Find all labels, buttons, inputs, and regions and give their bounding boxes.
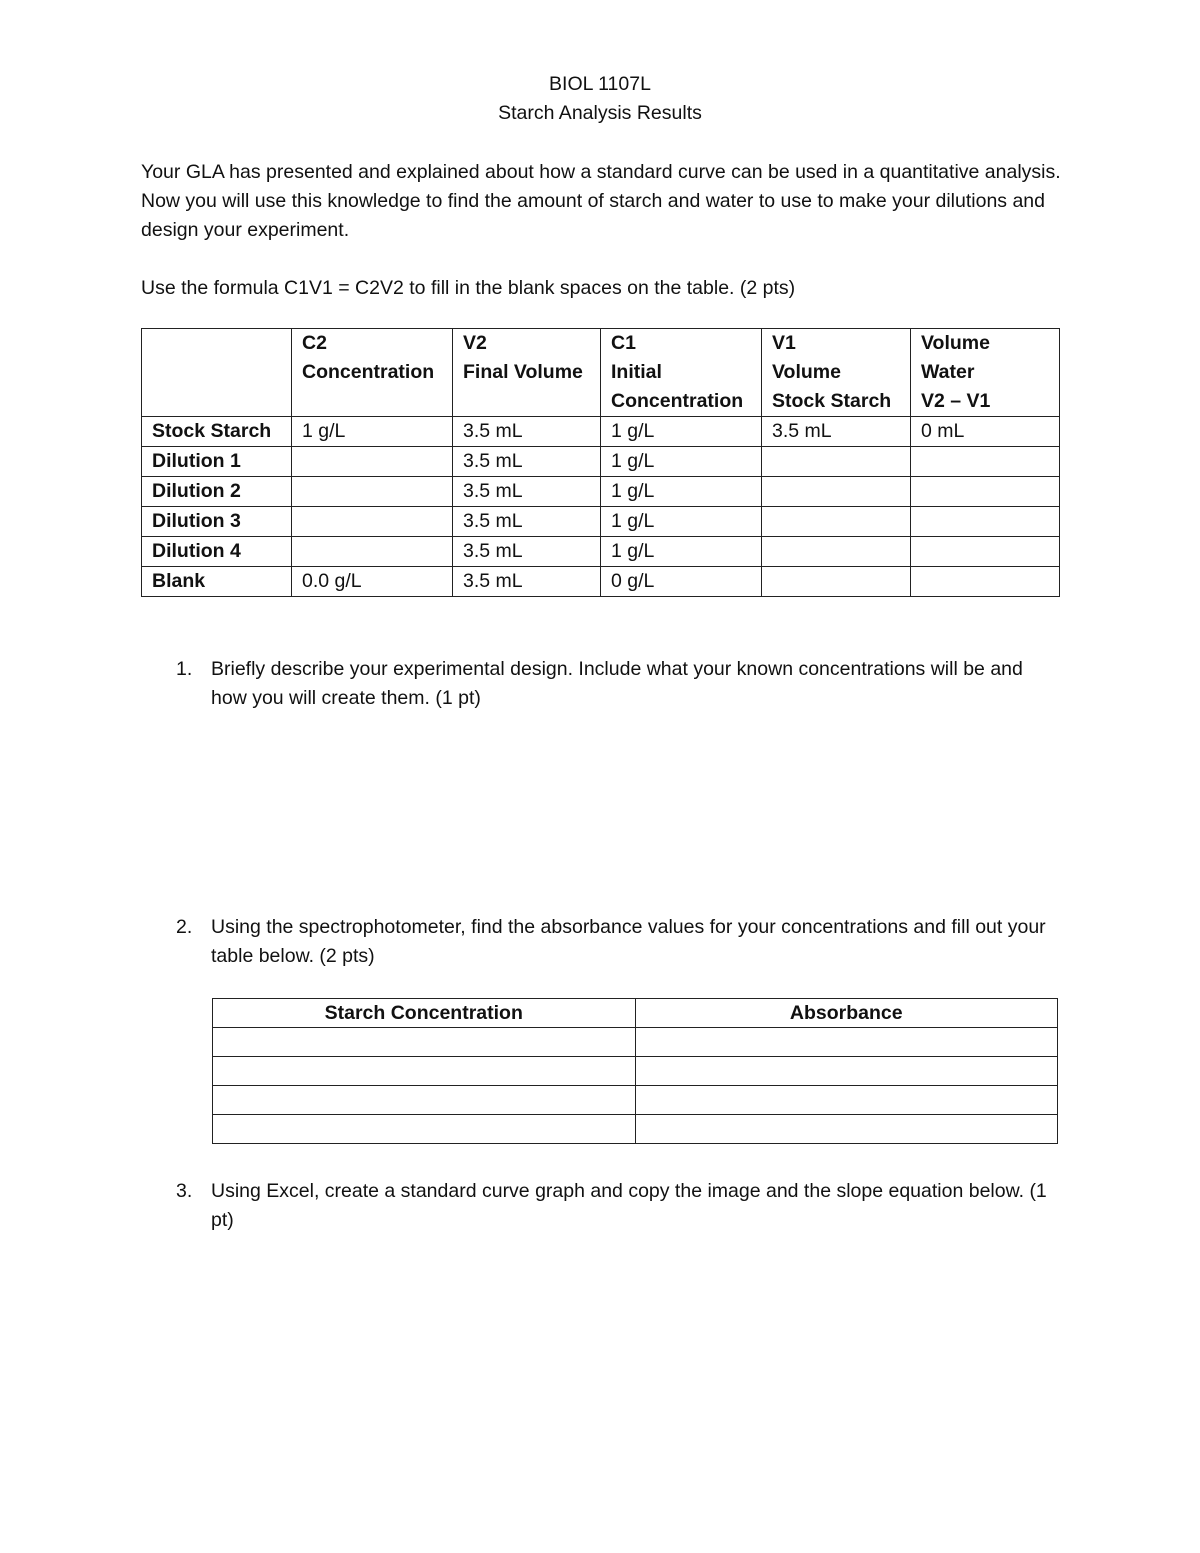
question-number: 2.	[176, 916, 193, 938]
dilution-table-row	[142, 477, 1060, 507]
dilution-table-row	[142, 447, 1060, 477]
table-cell: 0 g/L	[601, 567, 762, 597]
question-2	[176, 913, 1056, 971]
table-cell: 3.5 mL	[762, 417, 911, 447]
question-3	[176, 1177, 1056, 1235]
dilution-table-row	[142, 417, 1060, 447]
table-cell: 1 g/L	[601, 477, 762, 507]
table-cell	[762, 537, 911, 567]
document-title: Starch Analysis Results	[498, 102, 702, 124]
dilution-header-cell	[142, 329, 292, 417]
table-cell: 1 g/L	[601, 417, 762, 447]
header-line: V2	[463, 332, 487, 354]
header-line: V2 – V1	[921, 390, 991, 412]
dilution-header-cell	[292, 329, 453, 417]
header-line: Concentration	[302, 361, 435, 383]
table-cell	[213, 1115, 636, 1144]
table-cell	[292, 447, 453, 477]
table-cell: 1 g/L	[292, 417, 453, 447]
absorbance-table	[212, 998, 1058, 1144]
table-cell	[911, 507, 1060, 537]
table-cell: 3.5 mL	[453, 537, 601, 567]
header-line: Initial	[611, 361, 662, 383]
table-cell	[635, 1028, 1058, 1057]
dilution-header-cell	[453, 329, 601, 417]
table-cell	[911, 537, 1060, 567]
dilution-header-cell	[601, 329, 762, 417]
table-cell	[762, 447, 911, 477]
table-cell: 0.0 g/L	[292, 567, 453, 597]
dilution-table-row	[142, 537, 1060, 567]
table-cell: 3.5 mL	[453, 447, 601, 477]
table-cell	[911, 477, 1060, 507]
header-line: V1	[772, 332, 796, 354]
dilution-table-row	[142, 567, 1060, 597]
dilution-table-header-row	[142, 329, 1060, 417]
table-cell	[762, 567, 911, 597]
dilution-table	[141, 328, 1060, 597]
header-starch-concentration: Starch Concentration	[213, 999, 636, 1028]
question-number: 1.	[176, 658, 193, 680]
row-label: Dilution 2	[142, 477, 292, 507]
row-label: Dilution 3	[142, 507, 292, 537]
absorbance-table-row	[213, 1115, 1058, 1144]
question-text: Briefly describe your experimental design. Include what your known concentrations will be and how you will create them. (1 pt)	[211, 658, 1023, 709]
header-line: Final Volume	[463, 361, 583, 383]
table-cell	[635, 1115, 1058, 1144]
table-cell: 0 mL	[911, 417, 1060, 447]
table-cell	[635, 1086, 1058, 1115]
document-header	[0, 70, 1200, 128]
header-line: Stock Starch	[772, 390, 892, 412]
table-cell	[213, 1057, 636, 1086]
table-cell: 3.5 mL	[453, 477, 601, 507]
table-cell: 1 g/L	[601, 447, 762, 477]
table-cell: 3.5 mL	[453, 417, 601, 447]
absorbance-table-row	[213, 1028, 1058, 1057]
header-absorbance: Absorbance	[635, 999, 1058, 1028]
header-line: Volume	[921, 332, 990, 354]
table-cell	[762, 477, 911, 507]
header-line: C1	[611, 332, 636, 354]
header-line: Concentration	[611, 390, 744, 412]
dilution-header-cell	[762, 329, 911, 417]
table-cell	[911, 447, 1060, 477]
row-label: Dilution 1	[142, 447, 292, 477]
table-cell: 1 g/L	[601, 537, 762, 567]
table-cell	[762, 507, 911, 537]
intro-paragraph: Your GLA has presented and explained about how a standard curve can be used in a quantitative analysis. Now you will use this knowledge to find the amount of starch and water to use to make your dilutions and design your experiment.	[141, 161, 1061, 241]
absorbance-table-row	[213, 1057, 1058, 1086]
formula-instruction: Use the formula C1V1 = C2V2 to fill in the blank spaces on the table. (2 pts)	[141, 277, 796, 299]
absorbance-table-header-row	[213, 999, 1058, 1028]
question-1	[176, 655, 1056, 713]
table-cell: 3.5 mL	[453, 507, 601, 537]
table-cell: 3.5 mL	[453, 567, 601, 597]
header-line: Water	[921, 361, 975, 383]
header-line: Volume	[772, 361, 841, 383]
table-cell	[292, 537, 453, 567]
header-line: C2	[302, 332, 327, 354]
dilution-header-cell	[911, 329, 1060, 417]
table-cell	[292, 507, 453, 537]
table-cell	[213, 1086, 636, 1115]
absorbance-table-row	[213, 1086, 1058, 1115]
course-code: BIOL 1107L	[549, 73, 651, 95]
question-number: 3.	[176, 1180, 193, 1202]
table-cell	[213, 1028, 636, 1057]
row-label: Dilution 4	[142, 537, 292, 567]
question-text: Using Excel, create a standard curve graph and copy the image and the slope equation below. (1 pt)	[211, 1180, 1047, 1231]
row-label: Stock Starch	[142, 417, 292, 447]
dilution-table-row	[142, 507, 1060, 537]
row-label: Blank	[142, 567, 292, 597]
table-cell	[635, 1057, 1058, 1086]
table-cell	[292, 477, 453, 507]
table-cell: 1 g/L	[601, 507, 762, 537]
question-text: Using the spectrophotometer, find the absorbance values for your concentrations and fill out your table below. (2 pts)	[211, 916, 1046, 967]
table-cell	[911, 567, 1060, 597]
